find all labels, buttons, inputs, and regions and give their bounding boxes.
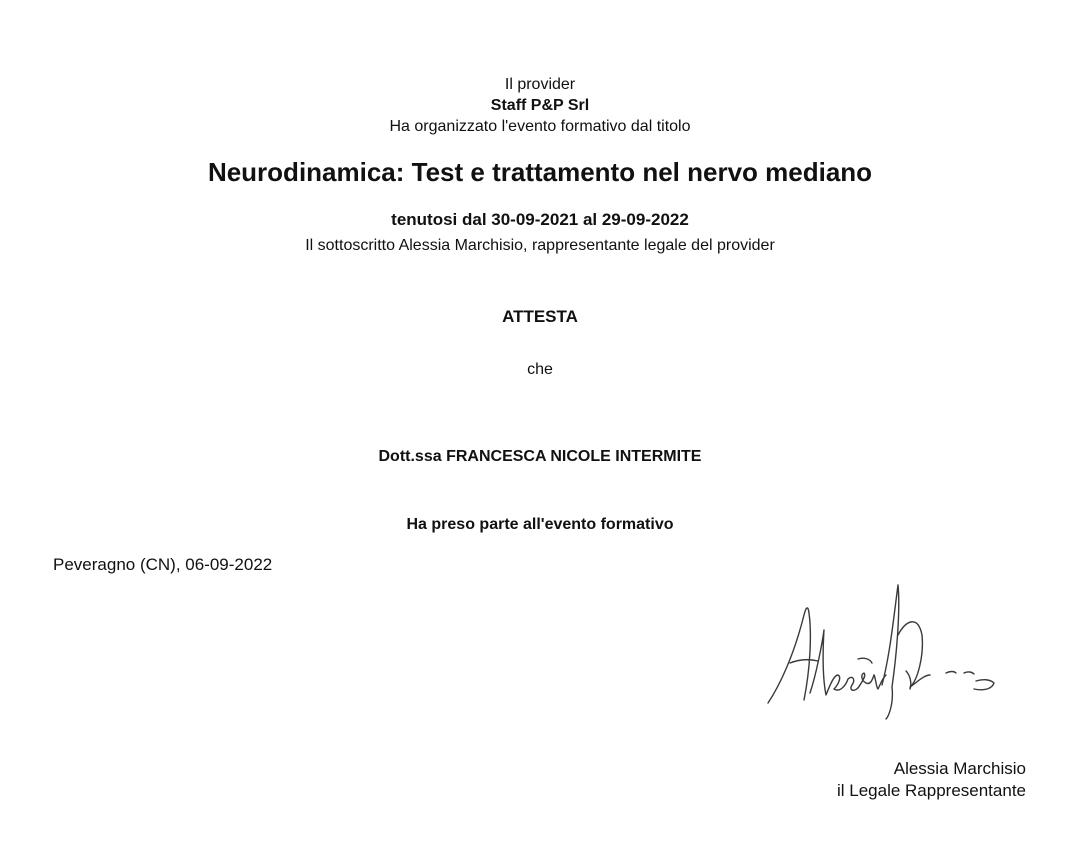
declarant-text: Il sottoscritto Alessia Marchisio, rappresentante legale del provider <box>305 237 775 254</box>
provider-intro: Il provider <box>504 76 576 93</box>
signer-block <box>837 758 1026 802</box>
event-dates: tenutosi dal 30-09-2021 al 29-09-2022 <box>391 210 689 229</box>
participation-text: Ha preso parte all'evento formativo <box>406 516 674 533</box>
participant-name: Dott.ssa FRANCESCA NICOLE INTERMITE <box>378 448 702 465</box>
signer-name: Alessia Marchisio <box>893 759 1026 778</box>
handwritten-signature <box>760 575 1010 725</box>
signer-role: il Legale Rappresentante <box>836 781 1026 800</box>
event-title: Neurodinamica: Test e trattamento nel nervo mediano <box>207 157 873 187</box>
provider-organized-text: Ha organizzato l'evento formativo dal titolo <box>389 118 691 135</box>
provider-name: Staff P&P Srl <box>490 97 590 114</box>
place-date: Peveragno (CN), 06-09-2022 <box>53 555 273 574</box>
attesta-heading: ATTESTA <box>502 307 578 326</box>
che-text: che <box>527 361 553 378</box>
